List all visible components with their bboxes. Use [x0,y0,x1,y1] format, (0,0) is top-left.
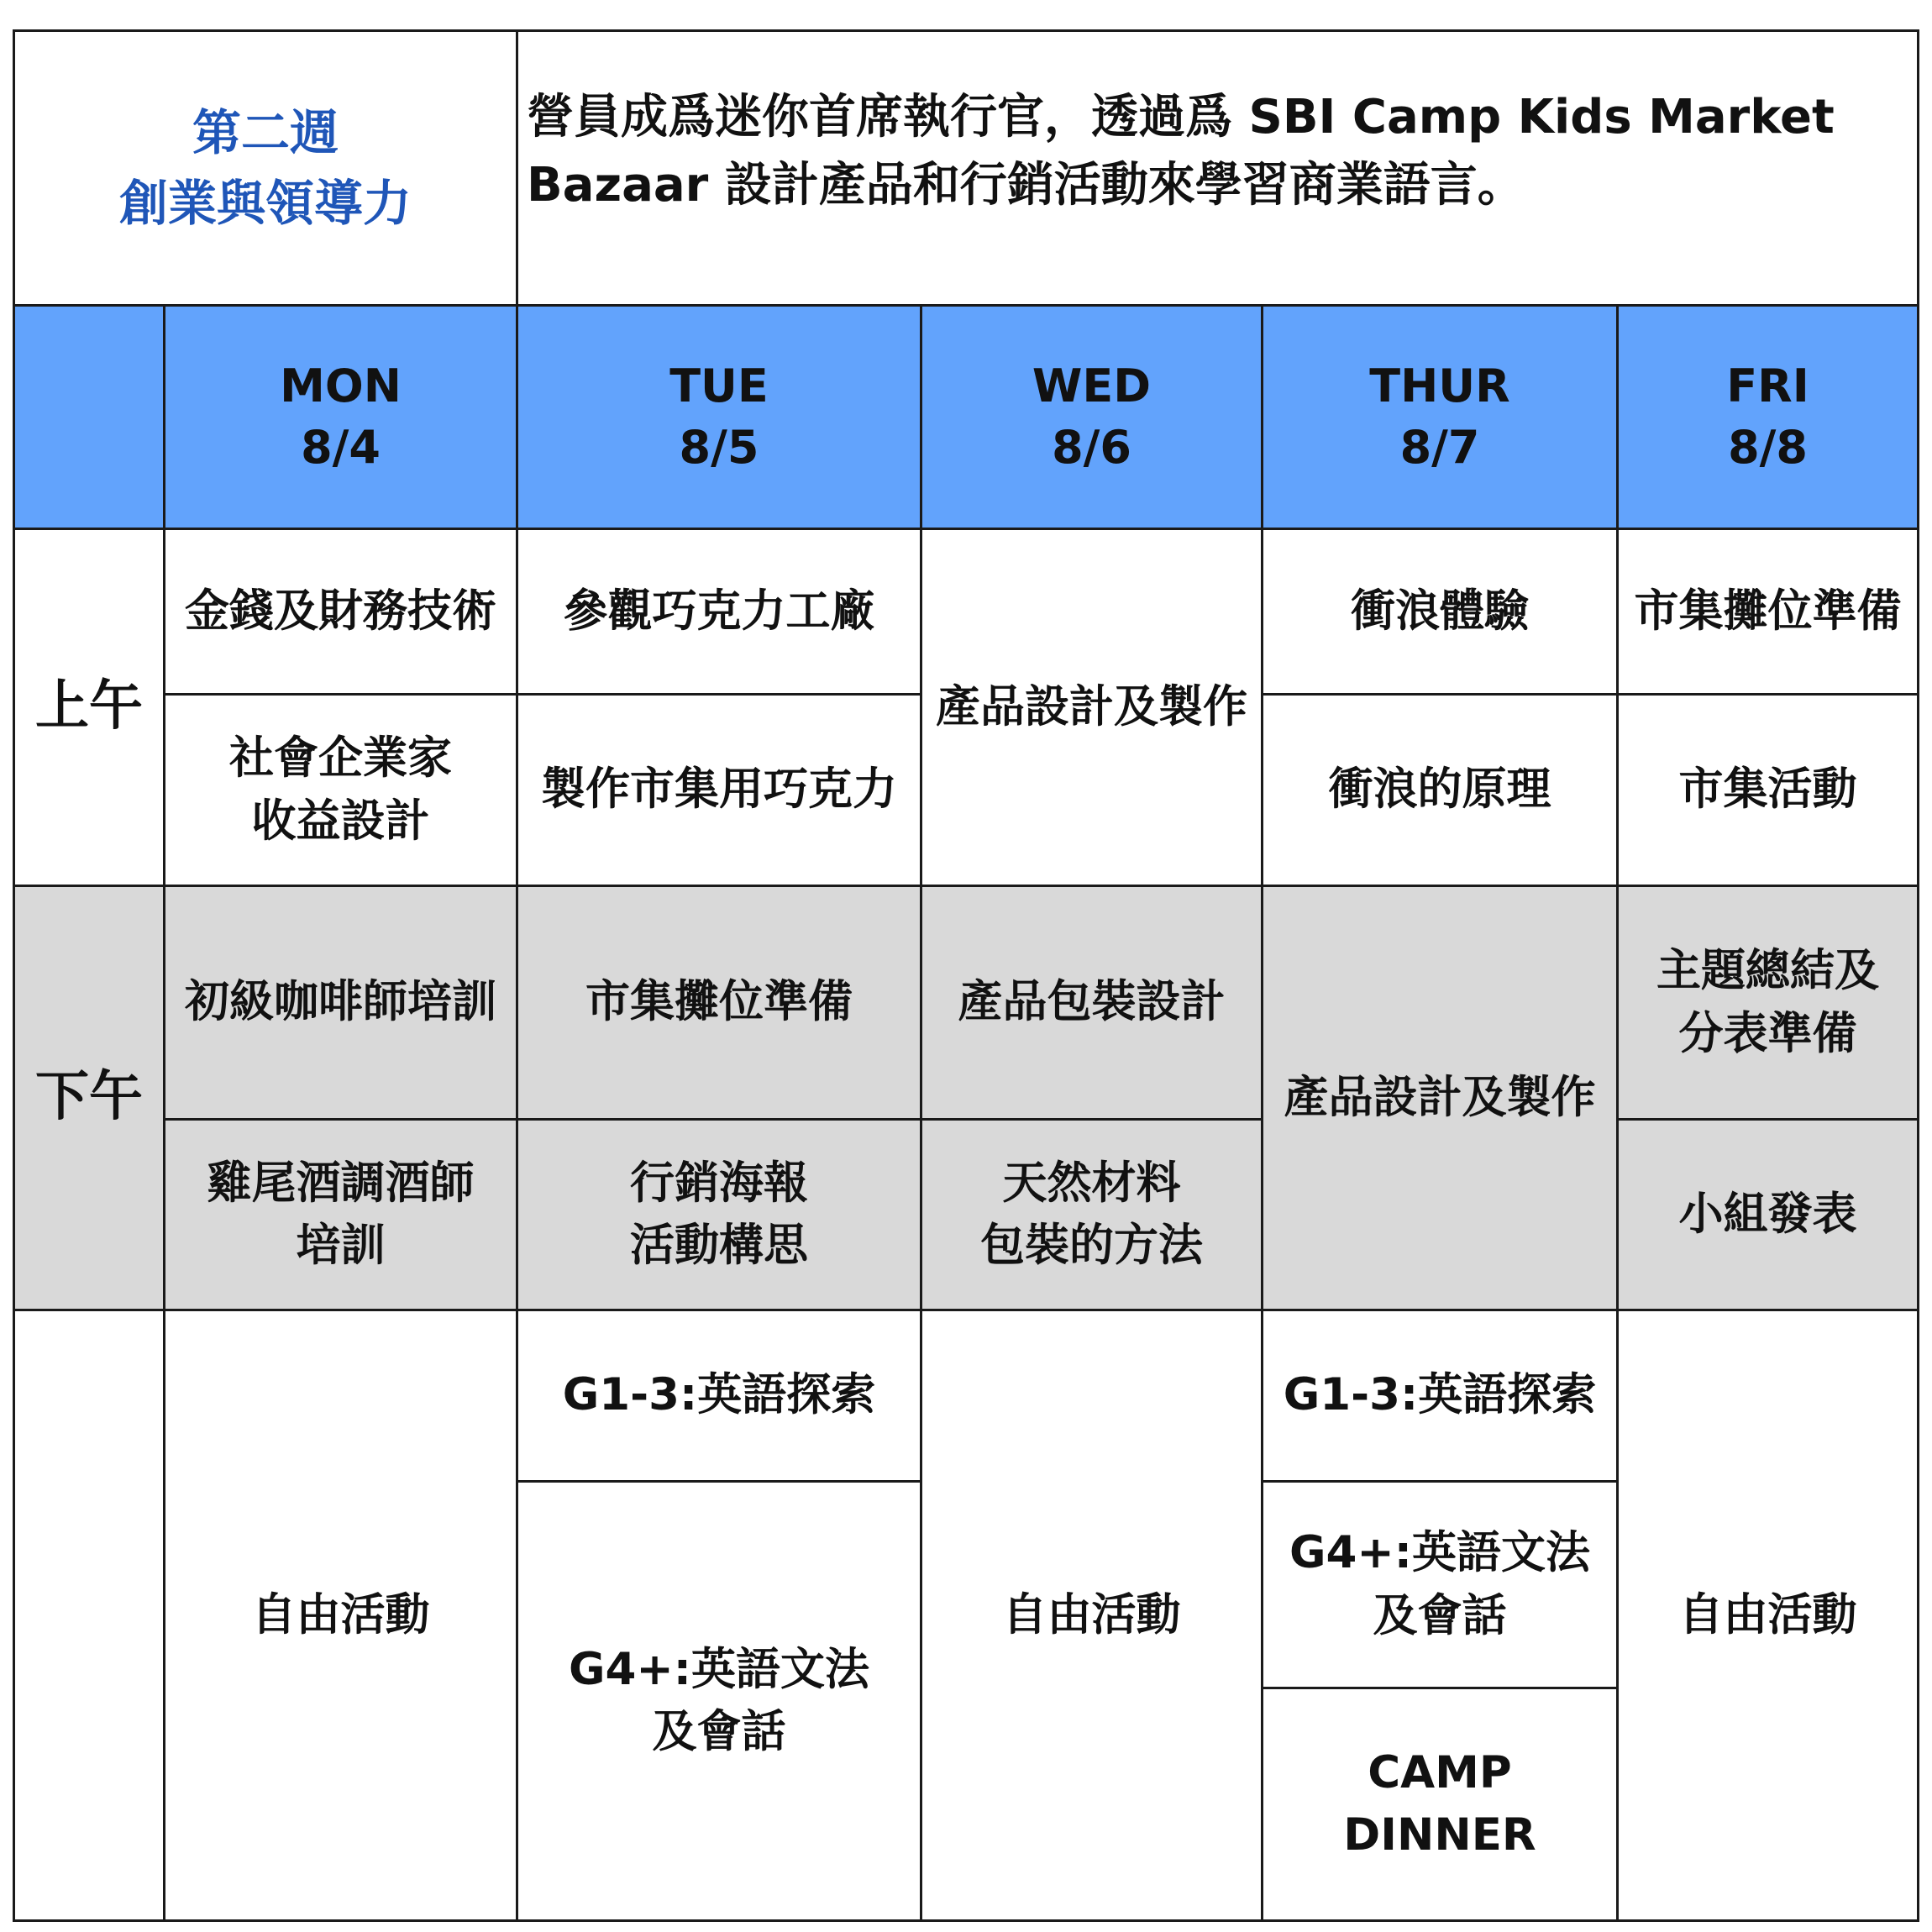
thu-eve2-label: G4+:英語文法 及會話 [1289,1527,1590,1641]
tue-am1 [516,528,922,696]
description: 營員成爲迷你首席執行官，透過爲 SBI Camp Kids Market Bazaar 設計產品和行銷活動來學習商業語言。 [527,89,1835,213]
week-title-cell [13,29,518,307]
wed-am [920,528,1263,887]
thu-eve2 [1261,1480,1619,1689]
header-tue [516,304,922,530]
mon-am1-label: 金錢及財務技術 [185,585,496,637]
period-pm-label: 下午 [35,1066,143,1129]
mon-pm2-label: 雞尾酒調酒師 培訓 [207,1157,475,1271]
wed-pm2-label: 天然材料 包裝的方法 [980,1157,1203,1271]
tue-eve2-label: G4+:英語文法 及會話 [569,1643,869,1757]
tue-am2 [516,693,922,887]
header-thu [1261,304,1619,530]
wed-pm2 [920,1118,1263,1311]
header-mon [163,304,518,530]
tue-eve2 [516,1480,922,1922]
header-corner [13,304,165,530]
mon-am2-label: 社會企業家 收益設計 [229,732,452,847]
tue-pm2-label: 行銷海報 活動構思 [630,1157,808,1271]
mon-am2 [163,693,518,887]
period-pm [13,885,165,1311]
description-cell [516,29,1919,307]
mon-pm1-label: 初級咖啡師培訓 [185,976,496,1028]
tue-eve1-label: G1-3:英語探索 [562,1369,876,1421]
mon-pm2 [163,1118,518,1311]
thu-am2-label: 衝浪的原理 [1328,764,1551,816]
day-name-thu: THUR [1369,359,1510,412]
day-date-thu: 8/7 [1399,420,1480,474]
tue-eve1 [516,1309,922,1483]
fri-eve-label: 自由活動 [1678,1588,1857,1641]
wed-eve [920,1309,1263,1922]
fri-am1 [1616,528,1919,696]
wed-pm1 [920,885,1263,1121]
header-fri [1616,304,1919,530]
thu-eve3-label: CAMP DINNER [1343,1746,1536,1861]
mon-am1 [163,528,518,696]
fri-pm2-label: 小組發表 [1678,1188,1857,1240]
wed-eve-label: 自由活動 [1002,1588,1181,1641]
header-wed [920,304,1263,530]
fri-pm1 [1616,885,1919,1121]
day-date-mon: 8/4 [301,420,381,474]
week-title: 第二週 創業與領導力 [118,103,412,232]
day-name-tue: TUE [669,359,769,412]
thu-eve1-label: G1-3:英語探索 [1283,1369,1597,1421]
fri-eve [1616,1309,1919,1922]
thu-eve3 [1261,1687,1619,1922]
tue-am2-label: 製作市集用巧克力 [541,764,897,816]
tue-pm2 [516,1118,922,1311]
wed-pm1-label: 產品包裝設計 [958,976,1226,1028]
day-name-wed: WED [1032,359,1152,412]
period-am-label: 上午 [35,675,143,738]
fri-am1-label: 市集攤位準備 [1634,585,1902,637]
day-name-fri: FRI [1726,359,1809,412]
day-date-wed: 8/6 [1052,420,1131,474]
day-date-tue: 8/5 [679,420,759,474]
fri-pm1-label: 主題總結及 分表準備 [1656,945,1879,1059]
fri-pm2 [1616,1118,1919,1311]
day-name-mon: MON [280,359,402,412]
period-eve [13,1309,165,1922]
fri-am2-label: 市集活動 [1678,764,1857,816]
tue-am1-label: 參觀巧克力工廠 [563,585,875,637]
tue-pm1-label: 市集攤位準備 [585,976,853,1028]
thu-pm [1261,885,1619,1311]
fri-am2 [1616,693,1919,887]
mon-eve [163,1309,518,1922]
thu-am1 [1261,528,1619,696]
mon-pm1 [163,885,518,1121]
thu-am2 [1261,693,1619,887]
tue-pm1 [516,885,922,1121]
mon-eve-label: 自由活動 [251,1588,430,1641]
day-date-fri: 8/8 [1728,420,1808,474]
thu-am1-label: 衝浪體驗 [1351,585,1529,637]
period-am [13,528,165,887]
thu-pm-label: 產品設計及製作 [1284,1071,1596,1123]
thu-eve1 [1261,1309,1619,1483]
wed-am-label: 產品設計及製作 [936,680,1247,732]
